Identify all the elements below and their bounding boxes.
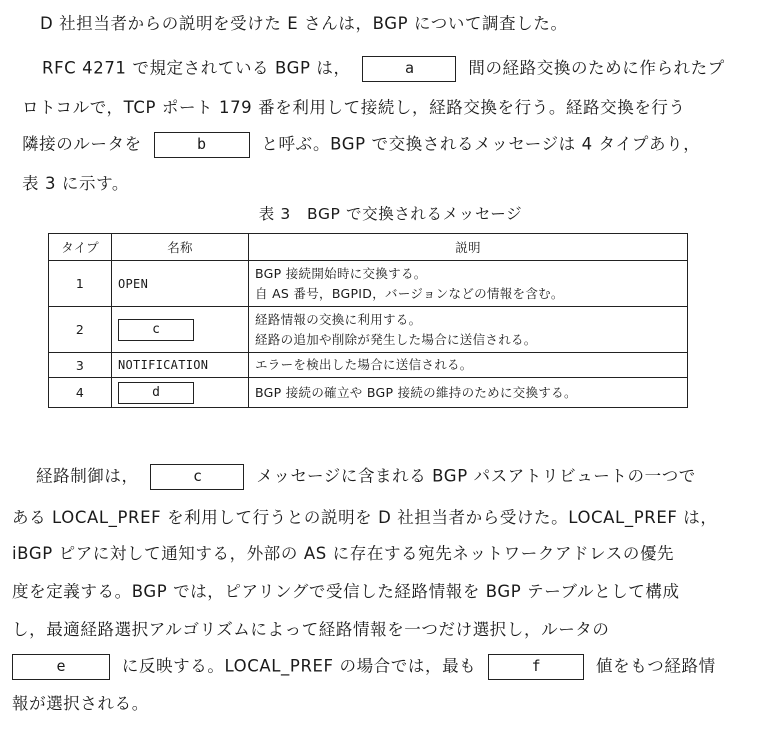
table-caption: 表 3 BGP で交換されるメッセージ (258, 205, 523, 223)
para2-line7: 報が選択される。 (12, 694, 149, 713)
para2-line1 (36, 464, 696, 490)
para2-line2: ある LOCAL_PREF を利用して行うとの説明を D 社担当者から受けた。LOCAL_PREF は， (12, 508, 718, 527)
row4-type: 4 (49, 378, 112, 408)
row1-desc-line1: BGP 接続開始時に交換する。 (255, 265, 427, 281)
para2-line3: iBGP ピアに対して通知する，外部の AS に存在する宛先ネットワークアドレスの優先 (12, 544, 675, 563)
blank-f: f (488, 654, 584, 680)
row4-desc: BGP 接続の確立や BGP 接続の維持のために交換する。 (249, 378, 688, 408)
para1-line4-text-a: 隣接のルータを (22, 134, 142, 154)
blank-a: a (362, 56, 456, 82)
blank-c: c (150, 464, 244, 490)
para2-line4: 度を定義する。BGP では，ピアリングで受信した経路情報を BGP テーブルとして構成 (12, 582, 680, 601)
para2-line6-text-b: 値をもつ経路情 (596, 656, 716, 676)
row1-type: 1 (49, 261, 112, 307)
row3-desc: エラーを検出した場合に送信される。 (249, 353, 688, 378)
header-type: タイプ (49, 234, 112, 261)
para2-line6 (12, 654, 716, 680)
para1-line4 (22, 132, 700, 158)
table-header-row (49, 234, 688, 261)
row2-type: 2 (49, 307, 112, 353)
para1-line1: D 社担当者からの説明を受けた E さんは，BGP について調査した。 (40, 14, 568, 33)
table-row (49, 307, 688, 353)
para1-line2 (42, 56, 725, 82)
row2-desc-line1: 経路情報の交換に利用する。 (255, 311, 422, 327)
blank-e: e (12, 654, 110, 680)
row2-name (112, 307, 249, 353)
row1-desc (249, 261, 688, 307)
row1-desc-line2: 自 AS 番号，BGPID，バージョンなどの情報を含む。 (255, 285, 564, 301)
row4-name (112, 378, 249, 408)
header-name: 名称 (112, 234, 249, 261)
table-row (49, 261, 688, 307)
para1-line2-text-b: 間の経路交換のために作られたプ (468, 58, 725, 78)
para1-line2-text-a: RFC 4271 で規定されている BGP は， (42, 58, 351, 78)
blank-c-table: c (118, 319, 194, 341)
table-row (49, 378, 688, 408)
row3-type: 3 (49, 353, 112, 378)
row3-name: NOTIFICATION (112, 353, 249, 378)
header-desc: 説明 (249, 234, 688, 261)
para1-line5: 表 3 に示す。 (22, 174, 129, 193)
para1-line4-text-b: と呼ぶ。BGP で交換されるメッセージは 4 タイプあり， (261, 134, 701, 154)
blank-b: b (154, 132, 250, 158)
blank-d-table: d (118, 382, 194, 404)
para2-line5: し，最適経路選択アルゴリズムによって経路情報を一つだけ選択し，ルータの (12, 620, 610, 639)
para2-line6-text-a: に反映する。LOCAL_PREF の場合では，最も (121, 656, 477, 676)
message-table (48, 233, 688, 408)
row2-desc (249, 307, 688, 353)
para2-line1-text-a: 経路制御は， (36, 466, 139, 486)
row2-desc-line2: 経路の追加や削除が発生した場合に送信される。 (255, 331, 537, 347)
para1-line3: ロトコルで，TCP ポート 179 番を利用して接続し，経路交換を行う。経路交換を行う (22, 98, 686, 117)
table-row (49, 353, 688, 378)
para2-line1-text-b: メッセージに含まれる BGP パスアトリビュートの一つで (256, 466, 696, 486)
row1-name: OPEN (112, 261, 249, 307)
